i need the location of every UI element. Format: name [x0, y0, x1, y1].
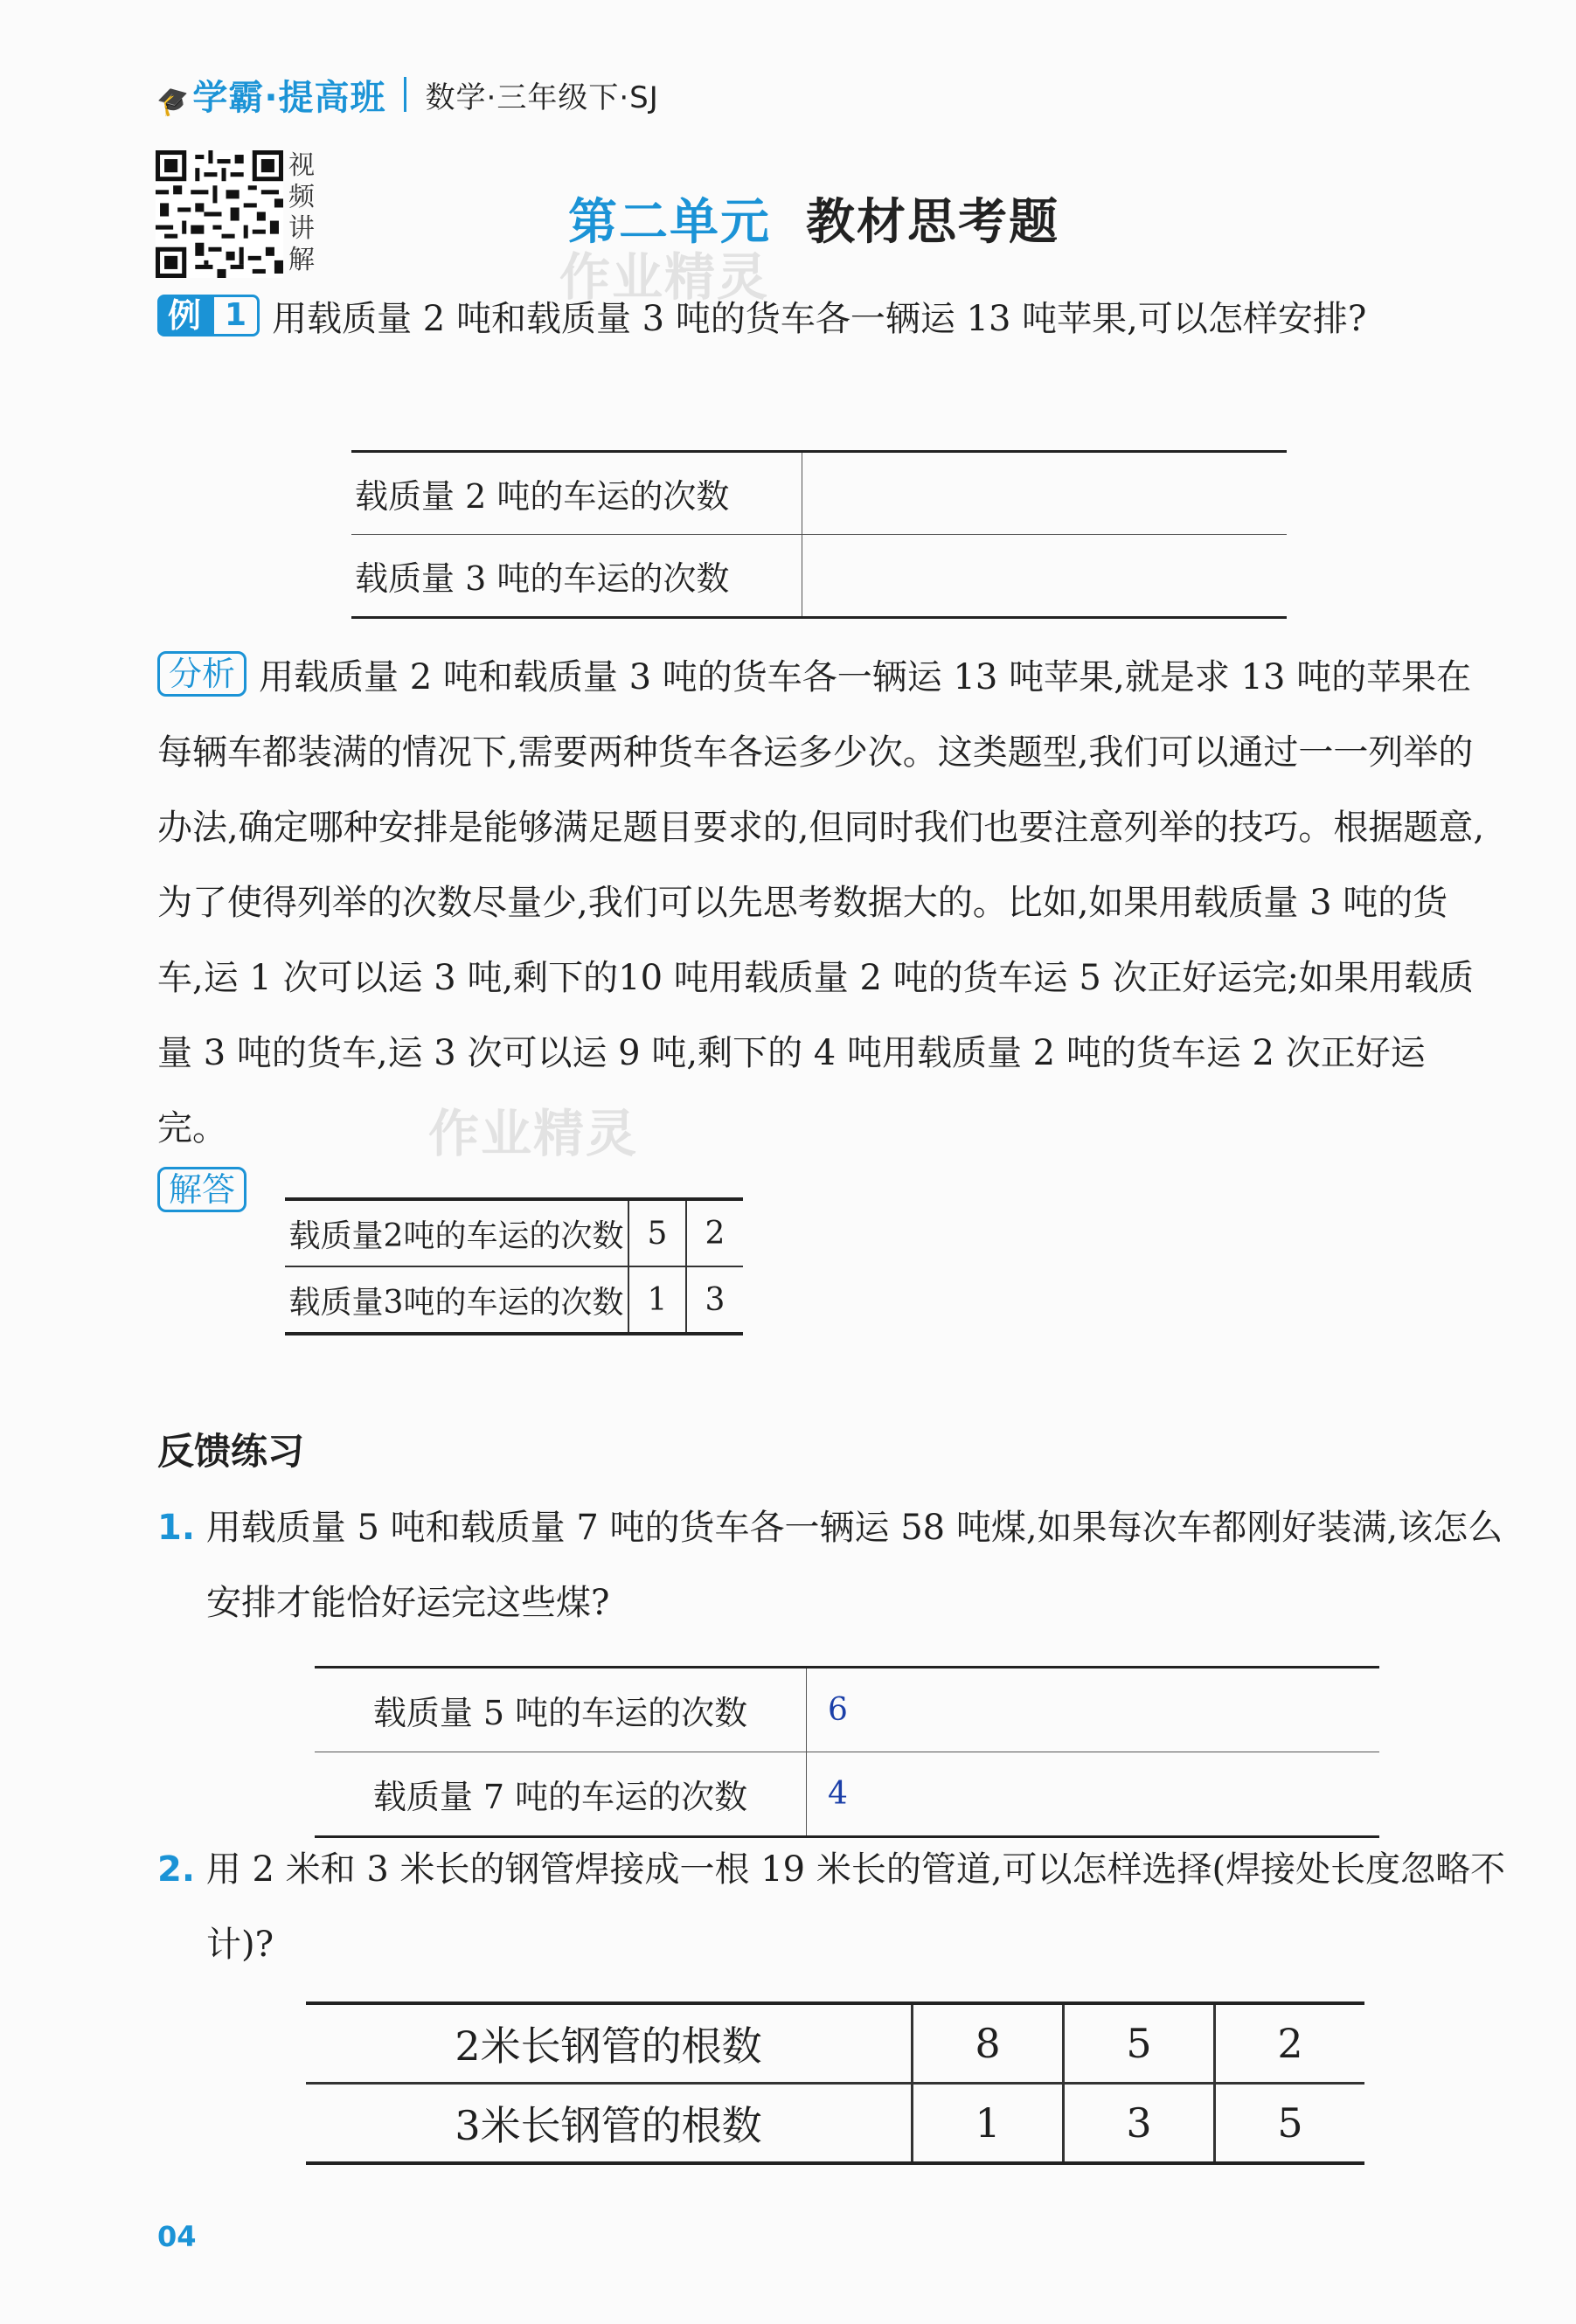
- brand-name: 学霸·提高班: [192, 77, 386, 118]
- question-number: 2.: [157, 1849, 196, 1890]
- table-row: [351, 535, 1287, 618]
- analysis-text: 用载质量 2 吨和载质量 3 吨的货车各一辆运 13 吨苹果,就是求 13 吨的苹果在每辆车都装满的情况下,需要两种货车各运多少次。这类题型,我们可以通过一一列举的办法,确定哪种安排是能够满足题目要求的,但同时我们也要注意列举的技巧。根据题意,为了使得列举的次数尽量少,我们可以先思考数据大的。比如,如果用载质量 3 吨的货车,运 1 次可以运 3 吨,剩下的10 吨用载质量 2 吨的货车运 5 次正好运完;如果用载质量 3 吨的货车,运 3 次可以运 9 吨,剩下的 4 吨用载质量 2 吨的货车运 2 次正好运完。: [157, 657, 1485, 1148]
- example-tag: 例 1: [157, 295, 260, 336]
- watermark: 作业精灵: [559, 247, 770, 307]
- page-number: 04: [157, 2220, 197, 2253]
- table-cell-value: 2: [686, 1199, 743, 1266]
- table-cell-label: 2米长钢管的根数: [306, 2003, 913, 2084]
- question-2: [157, 1832, 1535, 1982]
- example-1: [157, 281, 1486, 357]
- table-cell-answer: 4: [828, 1776, 848, 1812]
- table-cell-value: 5: [1064, 2003, 1215, 2084]
- subject-label: 数学·三年级下·SJ: [425, 80, 659, 115]
- table-row: [285, 1199, 743, 1266]
- table-cell-label: 载质量2吨的车运的次数: [285, 1199, 628, 1266]
- table-cell-value: 2: [1215, 2003, 1365, 2084]
- answer-table: [285, 1197, 743, 1335]
- table-row: [306, 2084, 1364, 2164]
- table-cell-label: 载质量 7 吨的车运的次数: [315, 1752, 807, 1837]
- table-row: [351, 452, 1287, 535]
- table-cell-value: 3: [705, 1281, 726, 1318]
- table-cell-value: 1: [628, 1266, 686, 1334]
- table-row: [315, 1752, 1379, 1837]
- example-question: 用载质量 2 吨和载质量 3 吨的货车各一辆运 13 吨苹果,可以怎样安排?: [272, 299, 1367, 339]
- table-cell-value: 5: [628, 1199, 686, 1266]
- table-row: [315, 1668, 1379, 1752]
- table-cell-answer: 6: [807, 1668, 1380, 1752]
- graduation-cap-icon: 🎓: [154, 81, 195, 120]
- table-cell-value: 5: [1277, 2099, 1303, 2147]
- practice-title: 反馈练习: [157, 1430, 305, 1473]
- table-cell-label: 载质量 2 吨的车运的次数: [351, 452, 802, 535]
- table-cell-value: 3: [1064, 2084, 1215, 2164]
- example-table: [351, 450, 1287, 619]
- page-header: [154, 68, 659, 121]
- question-1-table: [315, 1666, 1379, 1838]
- table-cell-label: 载质量3吨的车运的次数: [285, 1266, 628, 1334]
- table-cell-label: 载质量 3 吨的车运的次数: [351, 535, 802, 618]
- unit-number: 第二单元: [568, 194, 771, 251]
- analysis-tag: 分析: [157, 651, 246, 697]
- table-cell-blank: [802, 535, 1288, 618]
- answer-tag: 解答: [157, 1167, 246, 1212]
- question-number: 1.: [157, 1508, 196, 1548]
- unit-name: 教材思考题: [806, 194, 1059, 251]
- header-divider: [404, 77, 406, 112]
- question-2-table: [306, 2001, 1364, 2165]
- table-cell-value: 8: [913, 2003, 1064, 2084]
- question-text: 用 2 米和 3 米长的钢管焊接成一根 19 米长的管道,可以怎样选择(焊接处长度忽略不计)?: [205, 1849, 1506, 1965]
- qr-code-icon[interactable]: [156, 150, 283, 278]
- table-cell-blank: [802, 452, 1288, 535]
- question-1: [157, 1490, 1535, 1641]
- table-row: [285, 1266, 743, 1334]
- table-cell-label: 3米长钢管的根数: [306, 2084, 913, 2164]
- table-cell-value: 1: [913, 2084, 1064, 2164]
- brand-logo: [154, 70, 386, 120]
- question-text: 用载质量 5 吨和载质量 7 吨的货车各一辆运 58 吨煤,如果每次车都刚好装满,该怎么安排才能恰好运完这些煤?: [205, 1508, 1503, 1623]
- table-row: [306, 2003, 1364, 2084]
- analysis-block: [157, 640, 1486, 1166]
- qr-caption: 视频讲解: [288, 150, 315, 275]
- watermark: 作业精灵: [428, 1104, 639, 1163]
- table-cell-label: 载质量 5 吨的车运的次数: [315, 1668, 807, 1752]
